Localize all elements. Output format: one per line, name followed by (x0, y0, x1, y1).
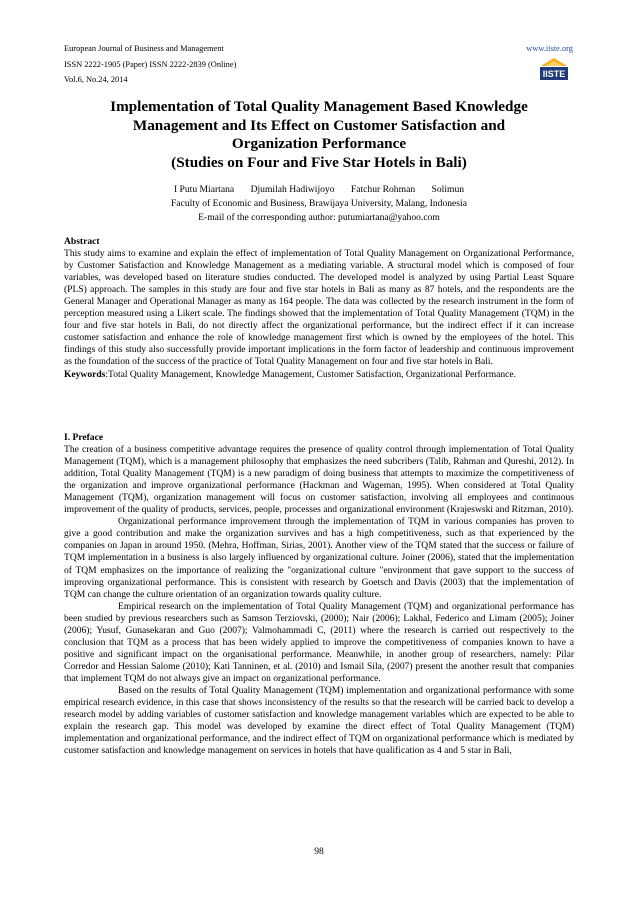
author-affiliation: Faculty of Economic and Business, Brawijaya University, Malang, Indonesia (171, 198, 467, 209)
section-heading: I. Preface (64, 432, 104, 443)
body-paragraph: Based on the results of Total Quality Management (TQM) implementation and organizational performance with some empirical research evidence, in this case that shows inconsistency of the results so that the research will be carried back to develop a research model by adding variables of customer satisfaction and knowledge management variables which are expected to be able to explain the research gap. This model was developed by examine the direct effect of Total Quality Management (TQM) implementation and organizational performance, and the indirect effect of TQM on organizational performance which is mediated by customer satisfaction and knowledge management on services in hotels that have qualification as 4 and 5 star in Bali, (64, 684, 574, 757)
abstract-section (64, 236, 574, 381)
abstract-heading: Abstract (64, 236, 100, 247)
body-paragraph: Empirical research on the implementation of Total Quality Management (TQM) and organizational performance has been studied by previous researchers such as Samson Terziovski, (2000); Nair (2006); Lakhal, Federico and Limam (2005); Joiner (2006); Yusuf, Gunasekaran and Guo (2007); Valmohammadi C, (2011) where the research is carried out respectively to the conclusion that TQM as a process that has been widely applied to improve the competitiveness of companies known to have a positive and significant impact on the organisational performance. Meanwhile, in another group of researchers, namely: Pilar Corredor and Hessian Salome (2010); Kati Tanninen, et al. (2010) and Ismail Sila, (2007) present the another result that companies that implement TQM do not always give an impact on organizational performance. (64, 600, 574, 684)
author-block (64, 183, 574, 225)
iiste-logo (537, 55, 571, 81)
title-line-2: Management and Its Effect on Customer Satisfaction and (132, 116, 506, 134)
author-name: Fatchur Rohman (350, 184, 416, 195)
volume-line: Vol.6, No.24, 2014 (64, 75, 128, 84)
preface-section (64, 432, 574, 757)
author-email: E-mail of the corresponding author: putumiartana@yahoo.com (198, 212, 440, 223)
author-names (64, 183, 574, 197)
body-paragraph: The creation of a business competitive advantage requires the presence of quality control through implementation of Total Quality Management (TQM), which is a management philosophy that emphasizes the need subcribers (Talib, Rahman and Qureshi, 2012). In addition, Total Quality Management (TQM) is a new paradigm of doing business that attempts to maximize the competitiveness of the organization and improve organizational performance (Hackman and Wageman, 1995). When considered at Total Quality Management (TQM), organization management will focus on customer satisfaction, involving all employees and continuous improvement of the quality of products, services, people, processes and organizational environment (Krajeswski and Ritzman, 2010). (64, 444, 574, 516)
title-line-3: Organization Performance (231, 135, 407, 152)
journal-website-link[interactable]: www.iiste.org (526, 44, 573, 53)
logo-text: IISTE (542, 69, 566, 79)
page-number: 98 (314, 846, 324, 857)
journal-name: European Journal of Business and Management (64, 44, 224, 53)
author-name: Solimun (431, 184, 465, 195)
author-name: I Putu Miartana (173, 184, 235, 195)
keywords-line (64, 369, 574, 381)
issn-line: ISSN 2222-1905 (Paper) ISSN 2222-2839 (Online) (64, 60, 237, 69)
title-line-1: Implementation of Total Quality Management Based Knowledge (110, 98, 528, 115)
keywords-text: :Total Quality Management, Knowledge Management, Customer Satisfaction, Organizational Performance. (105, 368, 516, 380)
paper-title (64, 98, 574, 172)
abstract-text: This study aims to examine and explain the effect of implementation of Total Quality Management on Organizational Performance, by Customer Satisfaction and Knowledge Management as a mediating variable. A structural model which is composed of four variables, was developed based on literature studies conducted. The developed model is analyzed by using Partial Least Square (PLS) approach. The samples in this study are four and five star hotels in Bali as many as 87 hotels, and the respondents are the General Manager and Operational Manager as many as 164 people. The data was collected by the research instrument in the form of perception measured using a Likert scale. The findings showed that the implementation of Total Quality Management (TQM) in the four and five star hotels in Bali, do not directly affect the organizational performance, but the indirect effect if it can increase customer satisfaction and enhance the role of knowledge management first which is owned by the employees of the hotel. This findings of this study also successfully provide important implications in the form factor of leadership and continuous improvement as the foundation of the success of the practice of Total Quality Management on four and five star hotels in Bali. (64, 248, 574, 368)
author-name: Djumilah Hadiwijoyo (250, 184, 335, 195)
title-line-4: (Studies on Four and Five Star Hotels in Bali) (171, 153, 467, 171)
keywords-label: Keywords (64, 368, 106, 380)
body-paragraph: Organizational performance improvement through the implementation of TQM in various companies has proven to give a good contribution and make the organization survives and has a high competitiveness, such as that experienced by the companies on Japan in around 1950. (Mehra, Hoffman, Sirias, 2001). Another view of the TQM stated that the success or failure of TQM implementation in a business is also largely influenced by organizational culture. Joiner (2006), stated that the implementation of TQM emphasizes on the importance of realizing the "organizational culture "environment that gave support to the success of improving organizational performance. This is consistent with research by Goetsch and Davis (2003) that the implementation of TQM can change the culture orientation of an organization towards quality culture. (64, 516, 574, 600)
